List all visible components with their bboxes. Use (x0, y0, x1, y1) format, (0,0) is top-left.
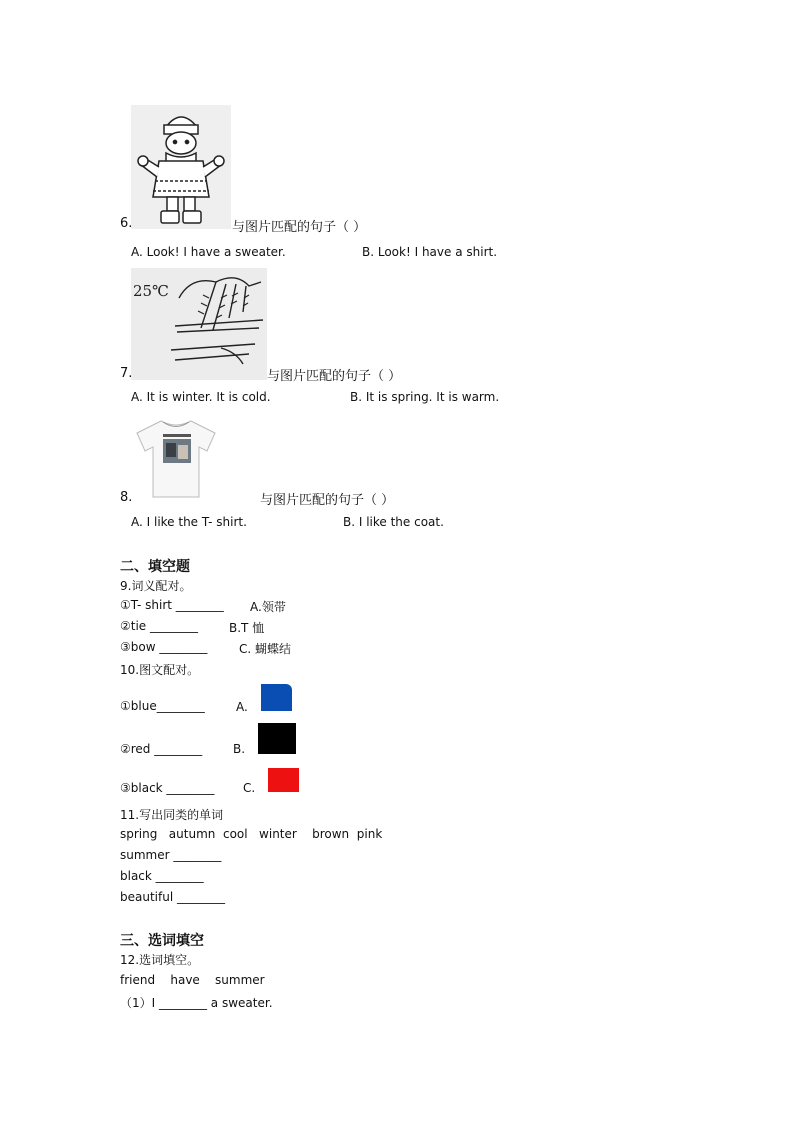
q12-word-bank: friend have summer (120, 973, 265, 987)
q9-row-2-right: B.T 恤 (229, 621, 265, 635)
q9-title: 9.词义配对。 (120, 579, 192, 593)
q10-title: 10.图文配对。 (120, 663, 200, 677)
q6-number: 6. (120, 216, 133, 231)
red-color-swatch (268, 768, 299, 792)
q11-title: 11.写出同类的单词 (120, 808, 224, 822)
q12-title: 12.选词填空。 (120, 953, 200, 967)
q12-line-1[interactable]: （1）I ________ a sweater. (120, 996, 273, 1010)
section-title-choose-words: 三、选词填空 (120, 933, 204, 949)
q7-number: 7. (120, 366, 133, 381)
q6-prompt: 与图片匹配的句子（ ） (232, 220, 367, 235)
q9-row-2-left[interactable]: ②tie ________ (120, 619, 198, 633)
q9-row-1-right: A.领带 (250, 600, 286, 614)
child-in-winter-clothes-illustration (131, 105, 231, 229)
q11-line-3[interactable]: beautiful ________ (120, 890, 225, 904)
q7-prompt: 与图片匹配的句子（ ） (267, 369, 402, 384)
q8-option-a[interactable]: A. I like the T- shirt. (131, 515, 247, 529)
q8-option-b[interactable]: B. I like the coat. (343, 515, 444, 529)
section-title-fill-blanks: 二、填空题 (120, 559, 190, 575)
spring-willow-scene-illustration (131, 268, 267, 380)
q10-row-3-left[interactable]: ③black ________ (120, 781, 215, 795)
q10-row-1-right: A. (236, 700, 248, 714)
q7-option-a[interactable]: A. It is winter. It is cold. (131, 390, 271, 404)
q10-row-2-right: B. (233, 742, 246, 756)
q8-number: 8. (120, 490, 133, 505)
q10-row-2-left[interactable]: ②red ________ (120, 742, 203, 756)
q6-option-a[interactable]: A. Look! I have a sweater. (131, 245, 286, 259)
q7-temperature-label: 25℃ (133, 282, 169, 300)
q10-row-3-right: C. (243, 781, 256, 795)
q6-option-b[interactable]: B. Look! I have a shirt. (362, 245, 498, 259)
q9-row-1-left[interactable]: ①T- shirt ________ (120, 598, 224, 612)
q9-row-3-right: C. 蝴蝶结 (239, 642, 292, 656)
white-t-shirt-photo (133, 415, 219, 501)
blue-color-swatch (261, 684, 292, 711)
q7-option-b[interactable]: B. It is spring. It is warm. (350, 390, 500, 404)
q10-row-1-left[interactable]: ①blue________ (120, 699, 205, 713)
black-color-swatch (258, 723, 296, 754)
q11-line-2[interactable]: black ________ (120, 869, 204, 883)
q8-prompt: 与图片匹配的句子（ ） (260, 493, 395, 508)
q9-row-3-left[interactable]: ③bow ________ (120, 640, 208, 654)
q11-word-bank: spring autumn cool winter brown pink (120, 827, 383, 841)
q11-line-1[interactable]: summer ________ (120, 848, 222, 862)
